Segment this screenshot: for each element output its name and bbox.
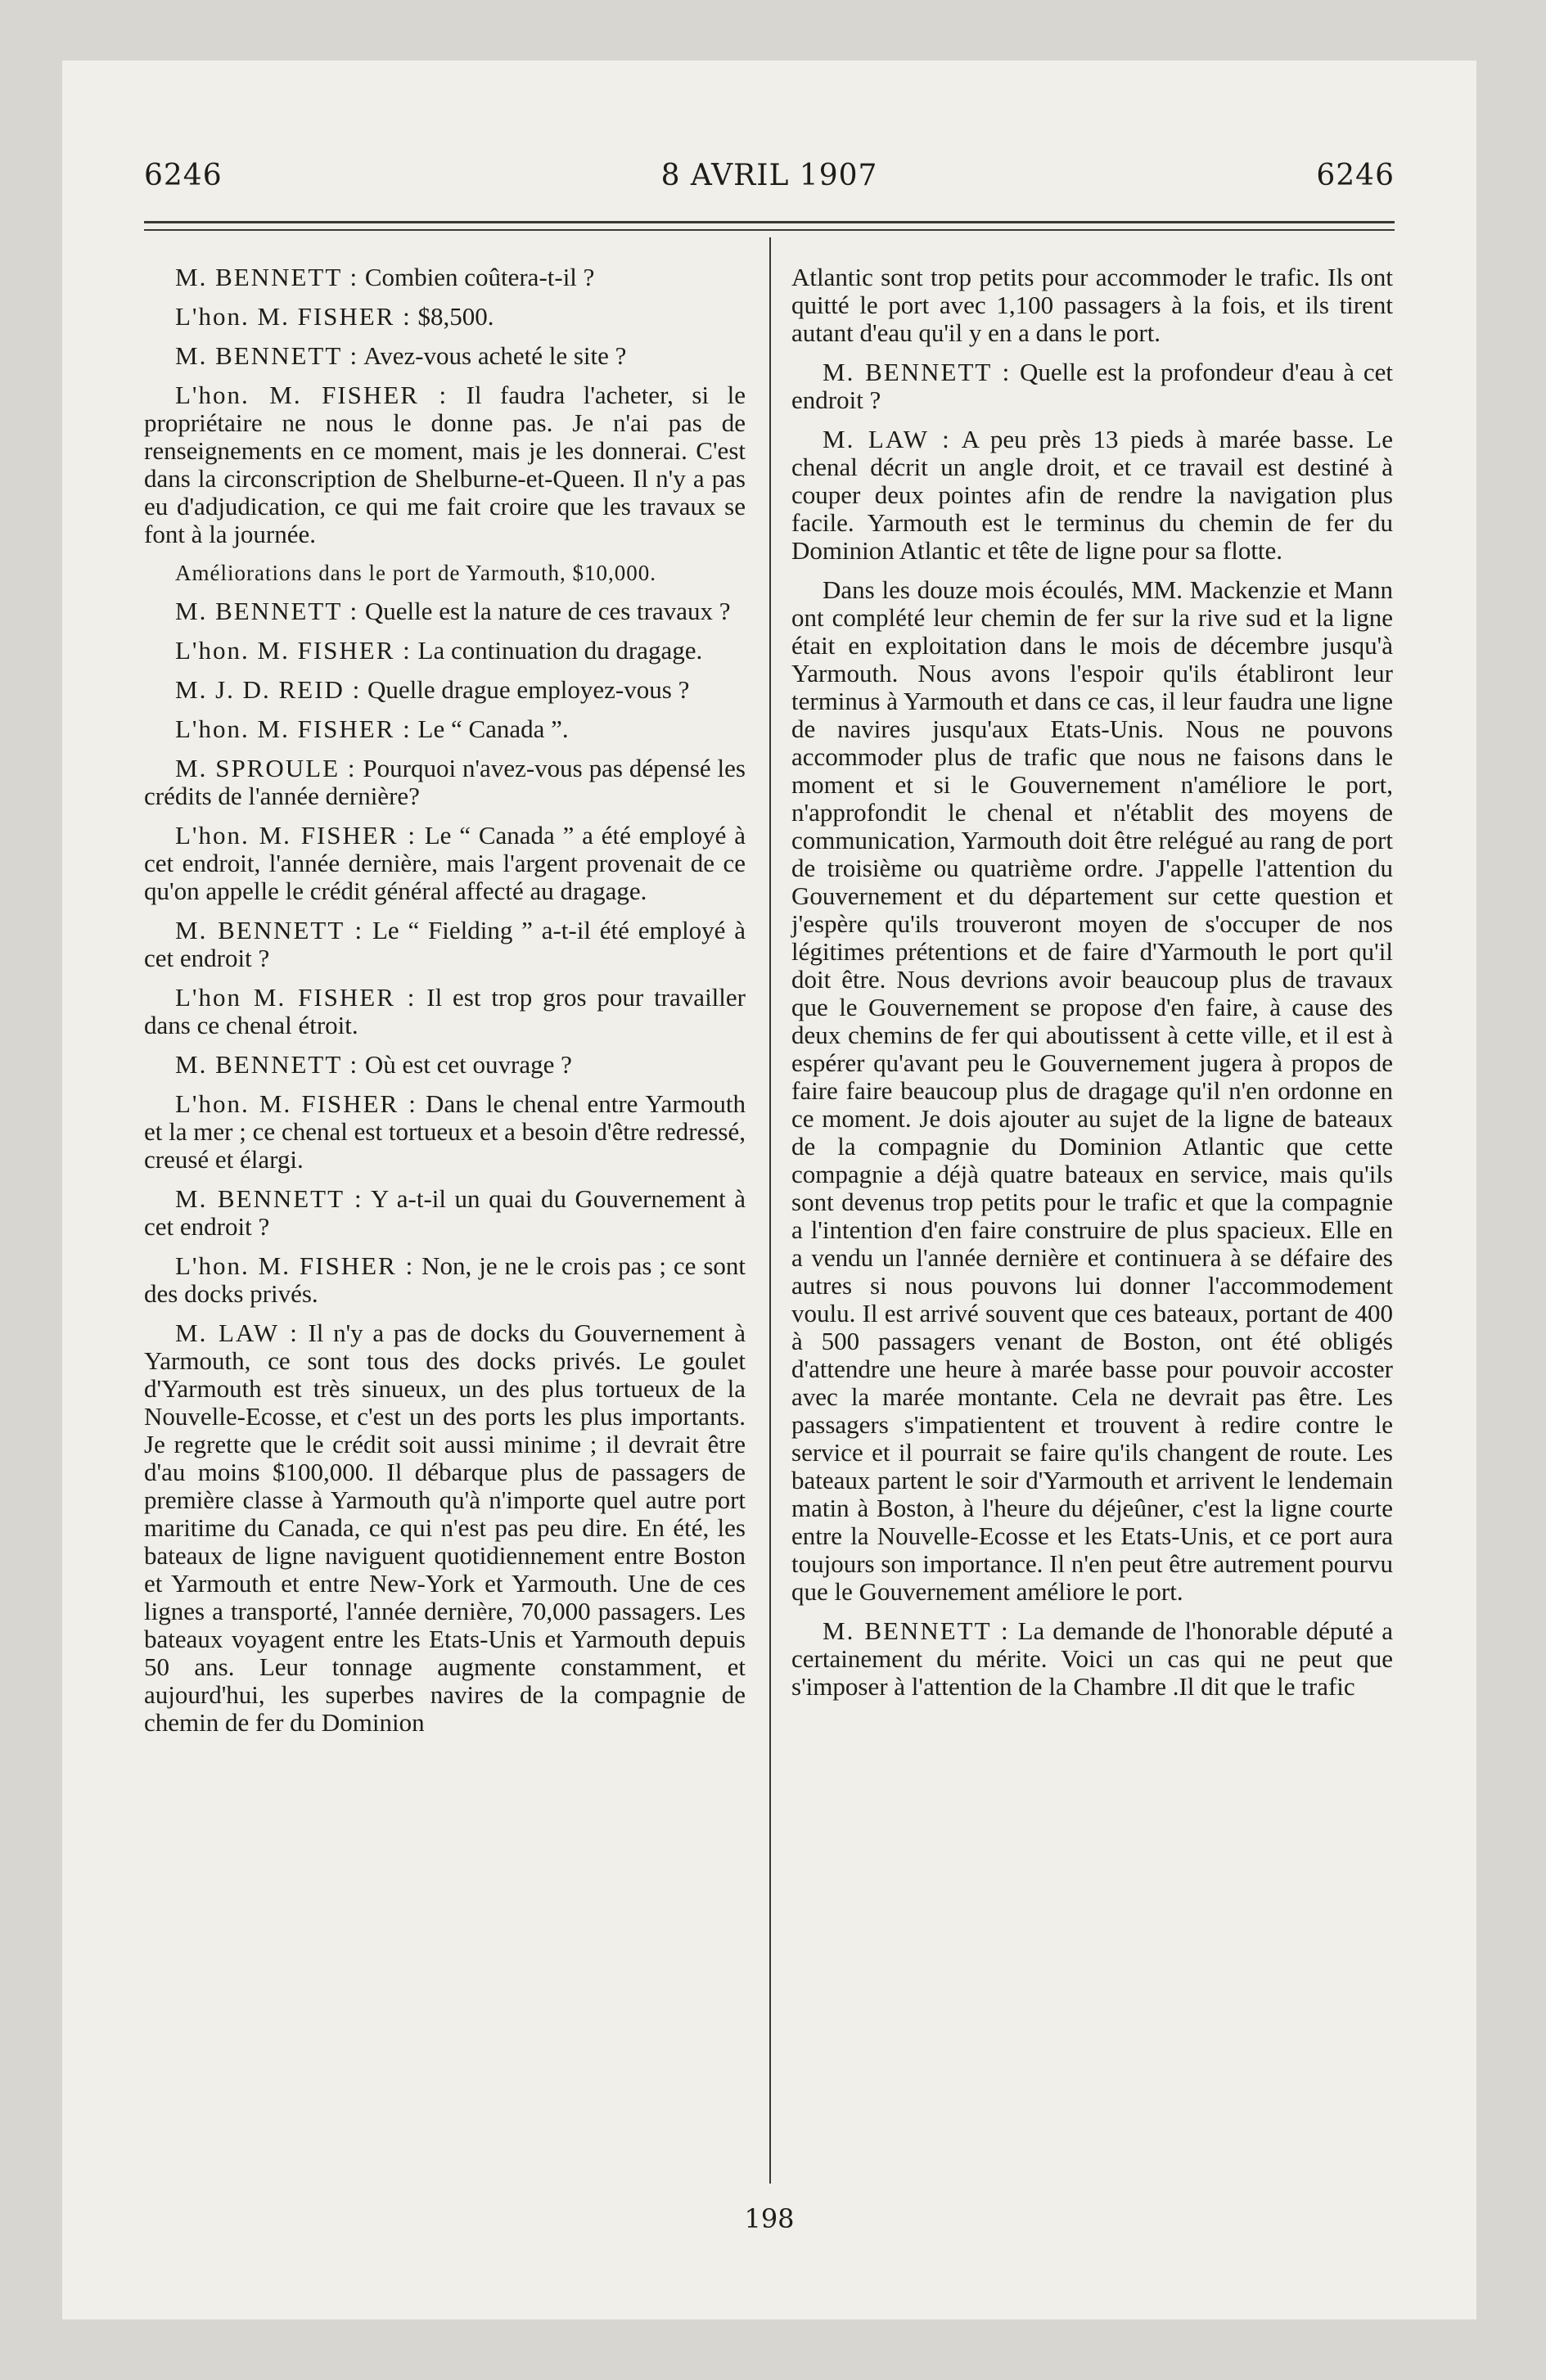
page-sheet	[62, 61, 1476, 2319]
paragraph	[144, 755, 746, 810]
paragraph-text: Y a-t-il un quai du Gouvernement à cet endroit ?	[144, 1184, 746, 1241]
paragraph-text: Dans le chenal entre Yarmouth et la mer ; ce chenal est tortueux et a besoin d'être redressé, creusé et élargi.	[144, 1089, 746, 1174]
speaker-name: L'hon M. FISHER :	[175, 983, 417, 1012]
speaker-name: L'hon. M. FISHER :	[175, 821, 417, 850]
paragraph-text: Le “ Canada ”.	[411, 714, 569, 743]
paragraph	[144, 822, 746, 905]
paragraph-text: Combien coûtera-t-il ?	[358, 263, 595, 291]
speaker-name: M. BENNETT :	[175, 1184, 363, 1213]
paragraph	[144, 715, 746, 743]
paragraph-text: Le “ Fielding ” a-t-il été employé à cet endroit ?	[144, 916, 746, 972]
left-column	[144, 264, 746, 1748]
paragraph-text: $8,500.	[411, 302, 494, 331]
paragraph-text: Quelle est la profondeur d'eau à cet endroit ?	[791, 358, 1394, 414]
speaker-name: M. BENNETT :	[175, 916, 364, 944]
paragraph-text: A peu près 13 pieds à marée basse. Le chenal décrit un angle droit, et ce travail est destiné à couper deux pointes afin de rendre la navigation plus facile. Yarmouth est le terminus du chemin de fer du Dominion Atlantic et tête de ligne pour sa flotte.	[791, 425, 1394, 565]
speaker-name: M. LAW :	[823, 425, 951, 453]
speaker-name: M. BENNETT :	[175, 341, 359, 370]
paragraph	[144, 917, 746, 972]
speaker-name: M. BENNETT :	[823, 358, 1012, 386]
speaker-name: L'hon. M. FISHER :	[175, 714, 412, 743]
speaker-name: L'hon. M. FISHER :	[175, 1251, 415, 1280]
speaker-name: L'hon. M. FISHER :	[175, 636, 412, 665]
paragraph	[144, 303, 746, 331]
paragraph-text: Non, je ne le crois pas ; ce sont des docks privés.	[144, 1251, 746, 1308]
paragraph	[791, 358, 1393, 414]
paragraph	[144, 984, 746, 1039]
paragraph	[144, 597, 746, 625]
paragraph	[144, 1090, 746, 1174]
header-page-number-left: 6246	[144, 159, 223, 192]
paragraph	[144, 264, 746, 291]
page-header	[144, 159, 1395, 205]
speaker-name: M. J. D. REID :	[175, 675, 362, 704]
paragraph	[144, 381, 746, 548]
right-column	[791, 264, 1393, 1712]
speaker-name: M. BENNETT :	[175, 1050, 359, 1079]
paragraph-text: La demande de l'honorable député a certainement du mérite. Voici un cas qui ne peut que s'imposer à l'attention de la Chambre .Il dit que le trafic	[791, 1616, 1394, 1701]
speaker-name: M. LAW :	[175, 1318, 299, 1347]
footer-page-number: 198	[744, 2203, 795, 2234]
header-date: 8 AVRIL 1907	[660, 159, 878, 192]
paragraph	[791, 426, 1393, 565]
paragraph-text: Il n'y a pas de docks du Gouvernement à Yarmouth, ce sont tous des docks privés. Le goulet d'Yarmouth est très sinueux, un des plus tortueux de la Nouvelle-Ecosse, et c'est un des ports les plus importants. Je regrette que le crédit soit aussi minime ; il devrait être d'au moins $100,000. Il débarque plus de passagers de première classe à Yarmouth qu'à n'importe quel autre port maritime du Canada, ce qui n'est pas peu dire. En été, les bateaux de ligne naviguent quotidiennement entre Boston et Yarmouth et entre New-York et Yarmouth. Une de ces lignes a transporté, l'année dernière, 70,000 passagers. Les bateaux voyagent entre les Etats-Unis et Yarmouth depuis 50 ans. Leur tonnage augmente constamment, et aujourd'hui, les superbes navires de la compagnie de chemin de fer du Dominion	[144, 1318, 746, 1737]
paragraph-text: Il est trop gros pour travailler dans ce chenal étroit.	[144, 983, 746, 1039]
paragraph-text: La continuation du dragage.	[411, 636, 703, 665]
speaker-name: L'hon. M. FISHER :	[175, 381, 448, 409]
speaker-name: L'hon. M. FISHER :	[175, 1089, 417, 1118]
header-page-number-right: 6246	[1316, 159, 1395, 192]
header-rule-bottom	[144, 229, 1395, 231]
paragraph	[144, 1252, 746, 1308]
paragraph	[791, 264, 1393, 347]
paragraph-text: Quelle est la nature de ces travaux ?	[358, 597, 731, 625]
paragraph-text: Le “ Canada ” a été employé à cet endroit, l'année dernière, mais l'argent provenait de ce qu'on appelle le crédit général affecté au dragage.	[144, 821, 746, 905]
paragraph	[791, 576, 1393, 1606]
paragraph	[144, 637, 746, 665]
paragraph	[144, 1051, 746, 1079]
paragraph-text: Il faudra l'acheter, si le propriétaire ne nous le donne pas. Je n'ai pas de renseignements en ce moment, mais je les donnerai. C'est dans la circonscription de Shelburne-et-Queen. Il n'y a pas eu d'adjudication, ce qui me fait croire que les travaux se font à la journée.	[144, 381, 746, 548]
paragraph-text: Pourquoi n'avez-vous pas dépensé les crédits de l'année dernière?	[144, 754, 746, 810]
paragraph	[144, 560, 746, 586]
speaker-name: M. BENNETT :	[175, 597, 359, 625]
paragraph-text: Atlantic sont trop petits pour accommoder le trafic. Ils ont quitté le port avec 1,100 passagers à la fois, et ils tirent autant d'eau qu'il y en a dans le port.	[791, 263, 1393, 347]
paragraph	[144, 1319, 746, 1737]
speaker-name: M. SPROULE :	[175, 754, 357, 782]
paragraph	[791, 1617, 1393, 1701]
paragraph-text: Améliorations dans le port de Yarmouth, $10,000.	[175, 561, 656, 585]
header-rule-top	[144, 221, 1395, 223]
paragraph	[144, 342, 746, 370]
column-divider	[769, 237, 771, 2184]
speaker-name: M. BENNETT :	[175, 263, 359, 291]
paragraph	[144, 1185, 746, 1241]
paragraph-text: Où est cet ouvrage ?	[358, 1050, 572, 1079]
paragraph-text: Quelle drague employez-vous ?	[361, 675, 690, 704]
paragraph	[144, 676, 746, 704]
paragraph-text: Dans les douze mois écoulés, MM. Mackenzie et Mann ont complété leur chemin de fer sur la rive sud et la ligne était en exploitation dans le mois de décembre jusqu'à Yarmouth. Nous avons l'espoir qu'ils établiront leur terminus à Yarmouth et dans ce cas, il leur faudra une ligne de navires jusqu'aux Etats-Unis. Nous ne pouvons accommoder plus de trafic que nous ne faisons dans le moment et si le Gouvernement n'améliore le port, n'approfondit le chenal et n'établit des moyens de communication, Yarmouth doit être relégué au rang de port de troisième ou quatrième ordre. J'appelle l'attention du Gouvernement et du département sur cette question et j'espère qu'ils trouveront moyen de s'occuper de nos légitimes prétentions et de faire d'Yarmouth le port qu'il doit être. Nous devrions avoir beaucoup plus de travaux que le Gouvernement se propose d'en faire, à cause des deux chemins de fer qui aboutissent à cette ville, et il est à espérer qu'avant peu le Gouvernement jugera à propos de faire faire beaucoup plus de dragage qu'il n'en ordonne en ce moment. Je dois ajouter au sujet de la ligne de bateaux de la compagnie du Dominion Atlantic que cette compagnie a déjà quatre bateaux en service, mais qu'ils sont devenus trop petits pour le trafic et que la compagnie a l'intention d'en faire construire de plus spacieux. Elle en a vendu un l'année dernière et continuera à se défaire des autres si nous pouvons lui donner l'accommodement voulu. Il est arrivé souvent que ces bateaux, portant de 400 à 500 passagers venant de Boston, ont été obligés d'attendre une heure à marée basse pour pouvoir accoster avec la marée montante. Cela ne devrait pas être. Les passagers s'impatientent et trouvent à redire contre le service et il pourrait se faire qu'ils changent de route. Les bateaux partent le soir d'Yarmouth et arrivent le lendemain matin à Boston, à l'heure du déjeûner, c'est la ligne courte entre la Nouvelle-Ecosse et les Etats-Unis, et ce port aura toujours son importance. Il n'en peut être autrement pourvu que le Gouvernement améliore le port.	[791, 575, 1393, 1606]
paragraph-text: Avez-vous acheté le site ?	[358, 341, 627, 370]
speaker-name: L'hon. M. FISHER :	[175, 302, 412, 331]
speaker-name: M. BENNETT :	[823, 1616, 1010, 1645]
